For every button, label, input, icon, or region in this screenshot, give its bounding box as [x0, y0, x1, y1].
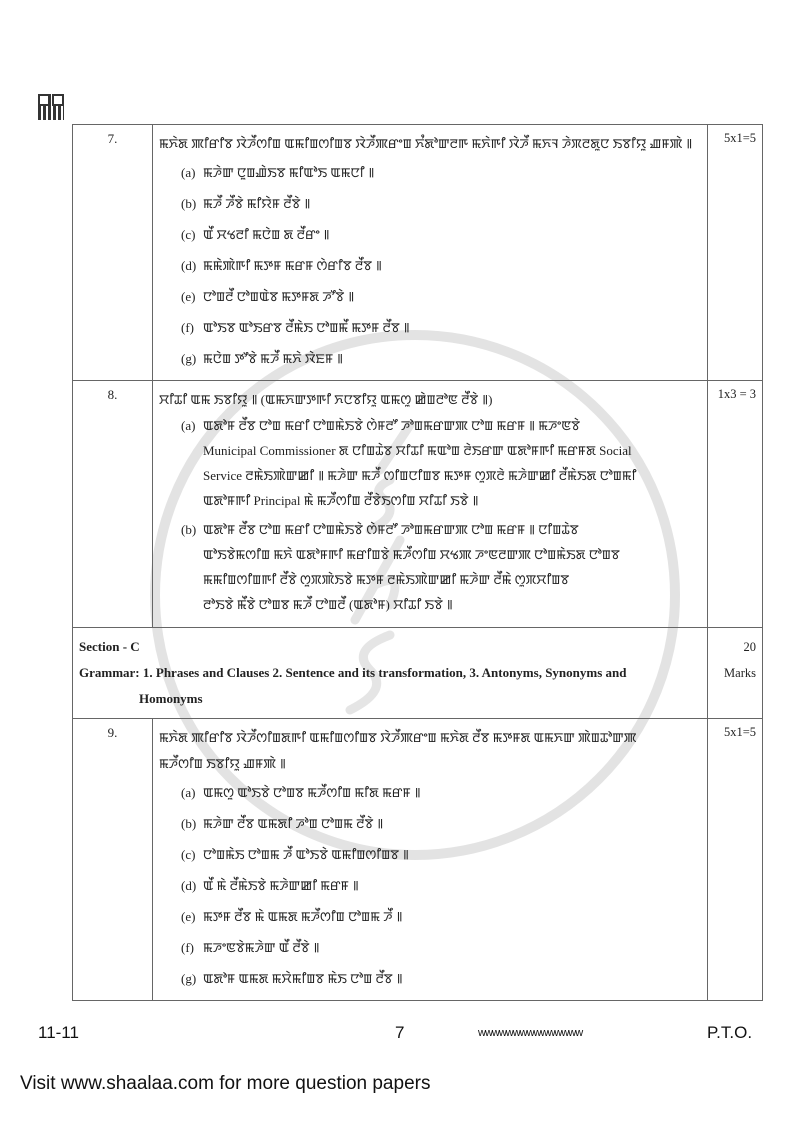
sub-question-line: ꯑꯗꯣꯝ ꯂꯩꯕ ꯅꯣꯡ ꯃꯔꯤ ꯅꯣꯡꯃꯥꯏꯕꯥ ꯁꯥꯝꯂꯧ ꯍꯣꯡꯃꯔꯛꯄ ꯅꯣꯡ ꯃꯔꯝ ꯫ ꯅꯤꯡꯊꯥꯕ	[203, 522, 579, 537]
question-content	[153, 125, 708, 381]
sub-question-text: ꯃꯃꯥꯄꯥꯒꯤ ꯃꯇꯝ ꯃꯔꯝ ꯁꯥꯔꯤꯕ ꯂꯩꯕ ꯫	[203, 258, 382, 273]
question-content	[153, 719, 708, 1001]
question-content	[153, 381, 708, 628]
sub-question	[159, 777, 701, 808]
sub-question	[159, 517, 701, 617]
sub-question	[159, 839, 701, 870]
section-marks	[708, 628, 763, 719]
sub-question-label: (b)	[181, 816, 197, 831]
sub-question-label: (c)	[181, 227, 196, 242]
sub-question	[159, 901, 701, 932]
sub-question-label: (b)	[181, 196, 197, 211]
sub-question	[159, 963, 701, 994]
question-intro: ꯃꯈꯥꯗ ꯄꯤꯔꯤꯕ ꯋꯥꯍꯩꯁꯤꯡꯗꯒꯤ ꯑꯃꯤꯡꯁꯤꯡꯕ ꯋꯥꯍꯩꯄꯔꯦꯡ ꯃꯈꯥꯗ ꯂꯩꯕ ꯃꯇꯝꯗ ꯑꯃꯈꯛ ꯄꯥꯡꯊꯣꯛꯄ	[159, 730, 637, 745]
sub-question-text: ꯃꯅꯥꯡ ꯇꯧꯕꯥ ꯃꯍꯩ ꯃꯈꯥ ꯋꯥꯐꯝ ꯫	[203, 351, 343, 366]
section-marks-value: 20	[743, 640, 756, 654]
question-intro-cont: ꯃꯍꯩꯁꯤꯡ ꯏꯕꯤꯌꯨ ꯉꯝꯄꯥ ꯫	[159, 756, 286, 771]
sub-question-body	[203, 413, 701, 513]
footer-code: 11-11	[38, 1023, 79, 1042]
sub-question-text: ꯑꯃꯁꯨ ꯑꯣꯏꯕꯥ ꯅꯣꯡꯕ ꯃꯍꯩꯁꯤꯡ ꯃꯤꯗ ꯃꯔꯝ ꯫	[203, 785, 421, 800]
sub-question-label: (b)	[181, 522, 197, 537]
sub-question	[159, 413, 701, 513]
visit-link[interactable]: Visit www.shaalaa.com for more question papers	[20, 1073, 431, 1094]
sub-question-label: (c)	[181, 847, 196, 862]
question-row	[73, 125, 763, 381]
sub-question-text: ꯃꯍꯥꯛ ꯅꯨꯡꯉꯥꯏꯕ ꯃꯤꯑꯣꯏ ꯑꯃꯅꯤ ꯫	[203, 165, 375, 180]
sub-question-line: Service ꯂꯃꯥꯏꯄꯥꯛꯀꯤ ꯫ ꯃꯍꯥꯛ ꯃꯍꯩ ꯁꯤꯡꯅꯤꯡꯕ ꯃꯇꯝ ꯁꯨꯞꯂꯥ ꯃꯍꯥꯛꯀꯤ ꯂꯩꯃꯥꯏꯗ ꯅꯣꯡꯃꯤ	[203, 468, 637, 483]
sub-question-line: ꯑꯣꯏꯕꯥꯃꯁꯤꯡ ꯃꯈꯥ ꯑꯗꯣꯝꯒꯤ ꯃꯔꯤꯡꯕꯥ ꯃꯍꯩꯁꯤꯡ ꯆꯠꯄ ꯍꯦꯟꯂꯛꯄ ꯅꯣꯡꯃꯥꯏꯗ ꯅꯣꯡꯕ	[203, 547, 620, 562]
sub-question-text: ꯅꯣꯡꯂꯩ ꯅꯣꯡꯑꯥꯕ ꯃꯇꯝꯗ ꯍꯧꯕꯥ ꯫	[203, 289, 355, 304]
sub-question-label: (f)	[181, 320, 194, 335]
sub-question	[159, 188, 701, 219]
sub-question-line: ꯃꯃꯤꯡꯁꯤꯡꯒꯤ ꯂꯩꯕꯥ ꯁꯨꯞꯄꯥꯏꯕꯥ ꯃꯇꯝ ꯂꯃꯥꯏꯄꯥꯛꯀꯤ ꯃꯍꯥꯛ ꯂꯩꯃꯥ ꯁꯨꯞꯆꯤꯡꯕ	[203, 572, 570, 587]
sub-question	[159, 157, 701, 188]
sub-question	[159, 219, 701, 250]
section-description-cont: Homonyms	[139, 691, 203, 706]
sub-question-line: ꯑꯗꯣꯝ ꯂꯩꯕ ꯅꯣꯡ ꯃꯔꯤ ꯅꯣꯡꯃꯥꯏꯕꯥ ꯁꯥꯝꯂꯧ ꯍꯣꯡꯃꯔꯛꯄ ꯅꯣꯡ ꯃꯔꯝ ꯫ ꯃꯍꯦꯟꯕꯥ	[203, 418, 581, 433]
sub-question-text: ꯑꯩ ꯆꯠꯂꯤ ꯃꯅꯥꯡ ꯗ ꯂꯩꯔꯦ ꯫	[203, 227, 330, 242]
sub-question-text: ꯃꯇꯝ ꯂꯩꯕ ꯃꯥ ꯑꯃꯗ ꯃꯍꯩꯁꯤꯡ ꯅꯣꯡꯃ ꯍꯩ ꯫	[203, 909, 403, 924]
sub-question	[159, 343, 701, 374]
footer-wavy-line: wwwwwwwwwwwwwww	[478, 1027, 583, 1039]
section-description: Grammar: 1. Phrases and Clauses 2. Sentence and its transformation, 3. Antonyms, Synonyms and	[79, 665, 627, 680]
footer-pto: P.T.O.	[707, 1023, 753, 1042]
sub-question-label: (g)	[181, 971, 197, 986]
sub-question-text: ꯃꯍꯥꯛ ꯂꯩꯕ ꯑꯃꯗꯤ ꯍꯣꯡ ꯅꯣꯡꯃ ꯂꯩꯕꯥ ꯫	[203, 816, 384, 831]
sub-question-text: ꯃꯍꯦꯟꯕꯥꯃꯍꯥꯛ ꯑꯩ ꯂꯩꯕꯥ ꯫	[203, 940, 320, 955]
question-marks: 1x3 = 3	[708, 381, 763, 628]
sub-question-label: (d)	[181, 258, 197, 273]
sub-question	[159, 281, 701, 312]
sub-question	[159, 250, 701, 281]
section-row	[73, 628, 763, 719]
sub-question-label: (a)	[181, 785, 196, 800]
sub-question-text: ꯃꯍꯩ ꯍꯩꯕꯥ ꯃꯤꯌꯥꯝ ꯂꯩꯕꯥ ꯫	[203, 196, 311, 211]
sub-question	[159, 932, 701, 963]
sub-question-text: ꯑꯣꯏꯕ ꯑꯣꯏꯔꯕ ꯂꯩꯃꯥꯏ ꯅꯣꯡꯃꯩ ꯃꯇꯝ ꯂꯩꯕ ꯫	[203, 320, 410, 335]
question-table	[72, 124, 763, 1001]
sub-question-line: Municipal Commissioner ꯗ ꯅꯤꯡꯊꯥꯕ ꯆꯤꯊꯤ ꯃꯑꯣꯡ ꯂꯥꯏꯔꯛ ꯑꯗꯣꯝꯒꯤ ꯃꯔꯝꯗ Social	[203, 443, 632, 458]
question-intro: ꯃꯈꯥꯗ ꯄꯤꯔꯤꯕ ꯋꯥꯍꯩꯁꯤꯡ ꯑꯃꯤꯡꯁꯤꯡꯕ ꯋꯥꯍꯩꯄꯔꯦꯡ ꯈꯪꯗꯣꯛꯂꯒ ꯃꯈꯥꯒꯤ ꯋꯥꯍꯩ ꯃꯈꯜ ꯍꯥꯞꯂꯗꯨꯅ ꯏꯕꯤꯌꯨ ꯉꯝꯄꯥ ꯫	[159, 136, 693, 151]
question-marks: 5x1=5	[708, 719, 763, 1001]
sub-question-text: ꯅꯣꯡꯃꯥꯏ ꯅꯣꯡꯃ ꯍꯩ ꯑꯣꯏꯕꯥ ꯑꯃꯤꯡꯁꯤꯡꯕ ꯫	[203, 847, 409, 862]
section-title: Section - C	[79, 639, 140, 654]
sub-question-label: (d)	[181, 878, 197, 893]
footer-page-number: 7	[395, 1023, 405, 1042]
question-row	[73, 719, 763, 1001]
qr-code-icon	[38, 94, 64, 120]
section-header	[73, 628, 708, 719]
sub-question	[159, 870, 701, 901]
sub-question-label: (a)	[181, 165, 196, 180]
sub-question	[159, 312, 701, 343]
question-intro: ꯆꯤꯊꯤ ꯑꯃ ꯏꯕꯤꯌꯨ ꯫ (ꯑꯃꯈꯛꯇꯒꯤ ꯈꯅꯕꯤꯌꯨ ꯑꯃꯁꯨ ꯀꯥꯡꯂꯣꯟ ꯂꯩꯕꯥ ꯫)	[159, 392, 493, 407]
sub-question-line: ꯂꯣꯏꯕꯥ ꯃꯩꯕꯥ ꯅꯣꯡꯕ ꯃꯍꯩ ꯅꯣꯡꯂꯩ (ꯑꯗꯣꯝ) ꯆꯤꯊꯤ ꯏꯕꯥ ꯫	[203, 597, 453, 612]
sub-question	[159, 808, 701, 839]
sub-question-label: (e)	[181, 289, 196, 304]
question-number: 7.	[73, 125, 153, 381]
question-row	[73, 381, 763, 628]
sub-question-label: (f)	[181, 940, 194, 955]
question-number: 9.	[73, 719, 153, 1001]
sub-question-label: (a)	[181, 418, 196, 433]
sub-question-line: ꯑꯗꯣꯝꯒꯤ Principal ꯃꯥ ꯃꯍꯩꯁꯤꯡ ꯂꯩꯕꯥꯏꯁꯤꯡ ꯆꯤꯊꯤ ꯏꯕꯥ ꯫	[203, 493, 479, 508]
sub-question-label: (e)	[181, 909, 196, 924]
sub-question-text: ꯑꯗꯣꯝ ꯑꯃꯗ ꯃꯆꯥꯃꯤꯡꯕ ꯃꯥꯏ ꯅꯣꯡ ꯂꯩꯕ ꯫	[203, 971, 403, 986]
question-marks: 5x1=5	[708, 125, 763, 381]
question-number: 8.	[73, 381, 153, 628]
sub-question-text: ꯑꯩ ꯃꯥ ꯂꯩꯃꯥꯏꯕꯥ ꯃꯍꯥꯛꯀꯤ ꯃꯔꯝ ꯫	[203, 878, 359, 893]
footer	[0, 1023, 800, 1047]
sub-question-body	[203, 517, 701, 617]
section-marks-label: Marks	[724, 666, 756, 680]
sub-question-label: (g)	[181, 351, 197, 366]
